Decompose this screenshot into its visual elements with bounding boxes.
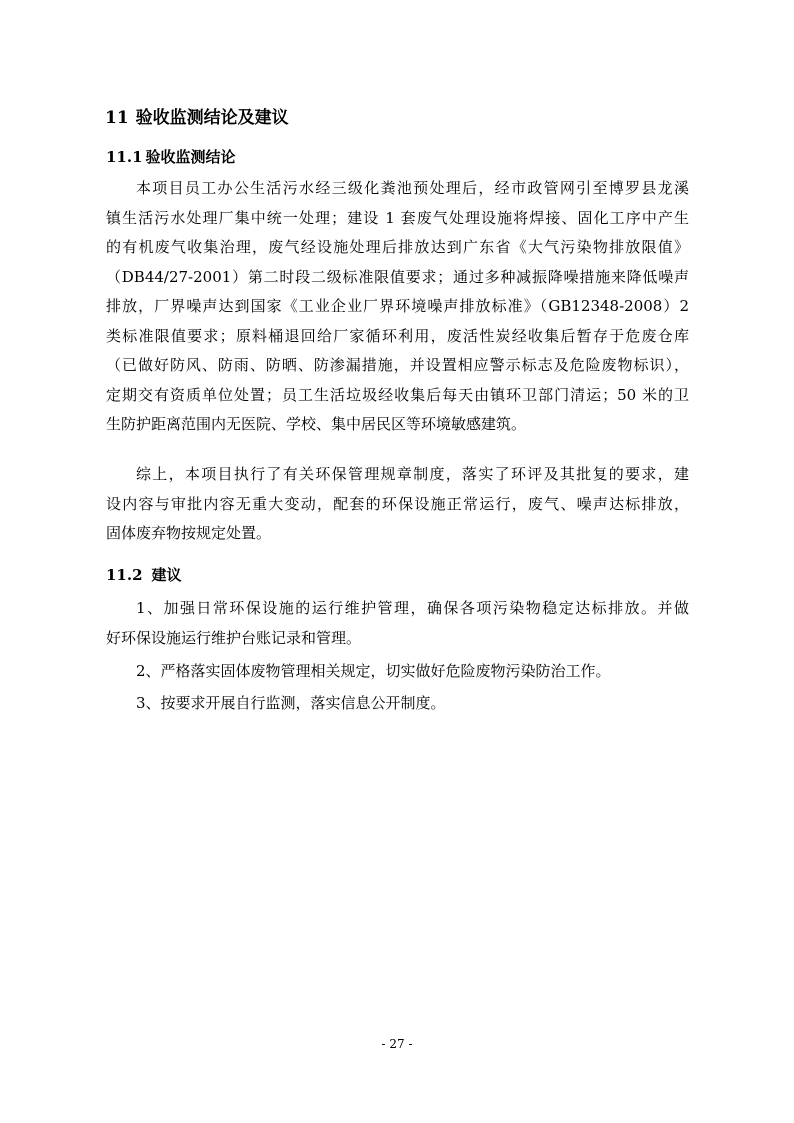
paragraph-line: 好环保设施运行维护台账记录和管理。 <box>106 628 362 647</box>
conclusion-paragraph-2 <box>106 460 689 549</box>
suggestion-item-3 <box>106 689 689 719</box>
subsection-heading-suggestions <box>106 564 182 586</box>
paragraph-line: 生防护距离范围内无医院、学校、集中居民区等环境敏感建筑。 <box>106 415 527 433</box>
paragraph-line: 3、按要求开展自行监测，落实信息公开制度。 <box>136 694 446 712</box>
paragraph-line: 2、严格落实固体废物管理相关规定，切实做好危险废物污染防治工作。 <box>136 662 611 680</box>
section-title: 验收监测结论及建议 <box>135 108 289 128</box>
suggestion-item-2 <box>106 657 689 687</box>
subsection-heading-conclusion <box>106 146 236 168</box>
paragraph-line: 综上，本项目执行了有关环保管理规章制度，落实了环评及其批复的要求，建 <box>136 465 689 483</box>
paragraph-line: 类标准限值要求；原料桶退回给厂家循环利用，废活性炭经收集后暂存于危废仓库 <box>106 326 689 345</box>
paragraph-line: 的有机废气收集治理，废气经设施处理后排放达到广东省《大气污染物排放限值》 <box>106 238 689 256</box>
paragraph-line: 设内容与审批内容无重大变动，配套的环保设施正常运行，废气、噪声达标排放， <box>106 494 689 513</box>
paragraph-line: （已做好防风、防雨、防晒、防渗漏措施，并设置相应警示标志及危险废物标识）， <box>106 356 689 374</box>
page-number: - 27 - <box>381 1037 413 1051</box>
paragraph-line: 排放，厂界噪声达到国家《工业企业厂界环境噪声排放标准》（GB12348-2008）2 <box>106 297 689 315</box>
section-heading <box>105 106 289 130</box>
paragraph-line: （DB44/27-2001）第二时段二级标准限值要求；通过多种减振降噪措施来降低噪声 <box>106 267 689 286</box>
paragraph-line: 镇生活污水处理厂集中统一处理；建设 1 套废气处理设施将焊接、固化工序中产生 <box>106 208 689 227</box>
suggestion-item-1 <box>106 594 689 653</box>
section-number: 11 <box>105 108 129 128</box>
subsection-number: 11.2 <box>106 566 143 584</box>
paragraph-line: 固体废弃物按规定处置。 <box>106 524 272 542</box>
subsection-title: 建议 <box>151 566 182 584</box>
subsection-number: 11.1 <box>106 148 143 166</box>
subsection-title: 验收监测结论 <box>145 148 236 166</box>
conclusion-paragraph-1 <box>106 174 689 440</box>
paragraph-line: 本项目员工办公生活污水经三级化粪池预处理后，经市政管网引至博罗县龙溪 <box>136 179 689 197</box>
paragraph-line: 定期交有资质单位处置；员工生活垃圾经收集后每天由镇环卫部门清运；50 米的卫 <box>106 385 689 404</box>
paragraph-line: 1、加强日常环保设施的运行维护管理，确保各项污染物稳定达标排放。并做 <box>136 599 689 617</box>
